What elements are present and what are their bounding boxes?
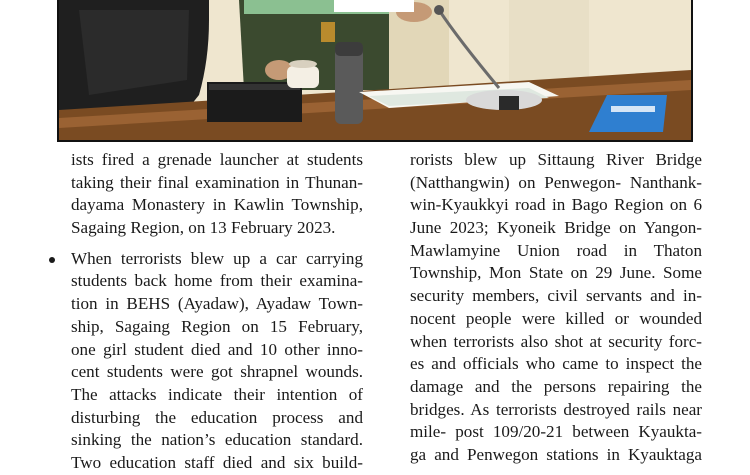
left-column bbox=[71, 149, 363, 475]
left-paragraph-line: Sagaing Region, on 13 February 2023. bbox=[71, 218, 336, 238]
right-line: damage and the persons repairing the bbox=[410, 376, 702, 396]
right-line: nocent people were killed or wounded bbox=[410, 308, 702, 328]
right-line: mile- post 109/20-21 between Kyaukta- bbox=[410, 422, 702, 442]
bullet-item bbox=[71, 248, 363, 475]
right-line: Township, Mon State on 29 June. Some bbox=[410, 263, 702, 283]
right-line: ga and Penwegon stations in Kyauktaga bbox=[410, 444, 702, 464]
right-line: security members, civil servants and in- bbox=[410, 286, 702, 306]
right-line: rorists blew up Sittaung River Bridge bbox=[410, 150, 702, 169]
bullet-line: cent students were got shrapnel wounds. bbox=[71, 362, 363, 382]
bullet-line: The attacks indicate their intention of bbox=[71, 384, 363, 404]
bullet-line: When terrorists blew up a car carrying bbox=[71, 248, 363, 268]
bullet-line: Two education staff died and six build- bbox=[71, 452, 363, 472]
right-line: June 2023; Kyoneik Bridge on Yangon- bbox=[410, 218, 702, 238]
left-paragraph-line: taking their final examination in Thunan- bbox=[71, 172, 363, 192]
left-paragraph-line: ists fired a grenade launcher at students bbox=[71, 150, 363, 169]
bullet-dot-icon bbox=[49, 257, 55, 263]
right-column bbox=[410, 149, 702, 467]
left-paragraph-line: dayama Monastery in Kawlin Township, bbox=[71, 195, 363, 215]
bullet-line: disturbing the education process and bbox=[71, 407, 363, 427]
bullet-line: ship, Sagaing Region on 15 February, bbox=[71, 316, 363, 336]
right-line: (Natthangwin) on Penwegon- Nanthank- bbox=[410, 172, 702, 192]
bullet-line: one girl student died and 10 other inno- bbox=[71, 339, 363, 359]
right-line: win-Kyaukkyi road in Bago Region on 6 bbox=[410, 195, 702, 215]
bullet-line: sinking the nation’s education standard. bbox=[71, 430, 363, 450]
right-line: when terrorists also shot at security forc- bbox=[410, 331, 702, 351]
meeting-photo bbox=[57, 0, 693, 142]
bullet-line: students back home from their examina- bbox=[71, 271, 363, 291]
meeting-room-photo-icon bbox=[59, 0, 691, 142]
right-line: Mawlamyine Union road in Thaton bbox=[410, 240, 702, 260]
right-line: bridges. As terrorists destroyed rails near bbox=[410, 399, 702, 419]
bullet-line: tion in BEHS (Ayadaw), Ayadaw Town- bbox=[71, 294, 363, 314]
right-line: es and officials who came to inspect the bbox=[410, 354, 702, 374]
